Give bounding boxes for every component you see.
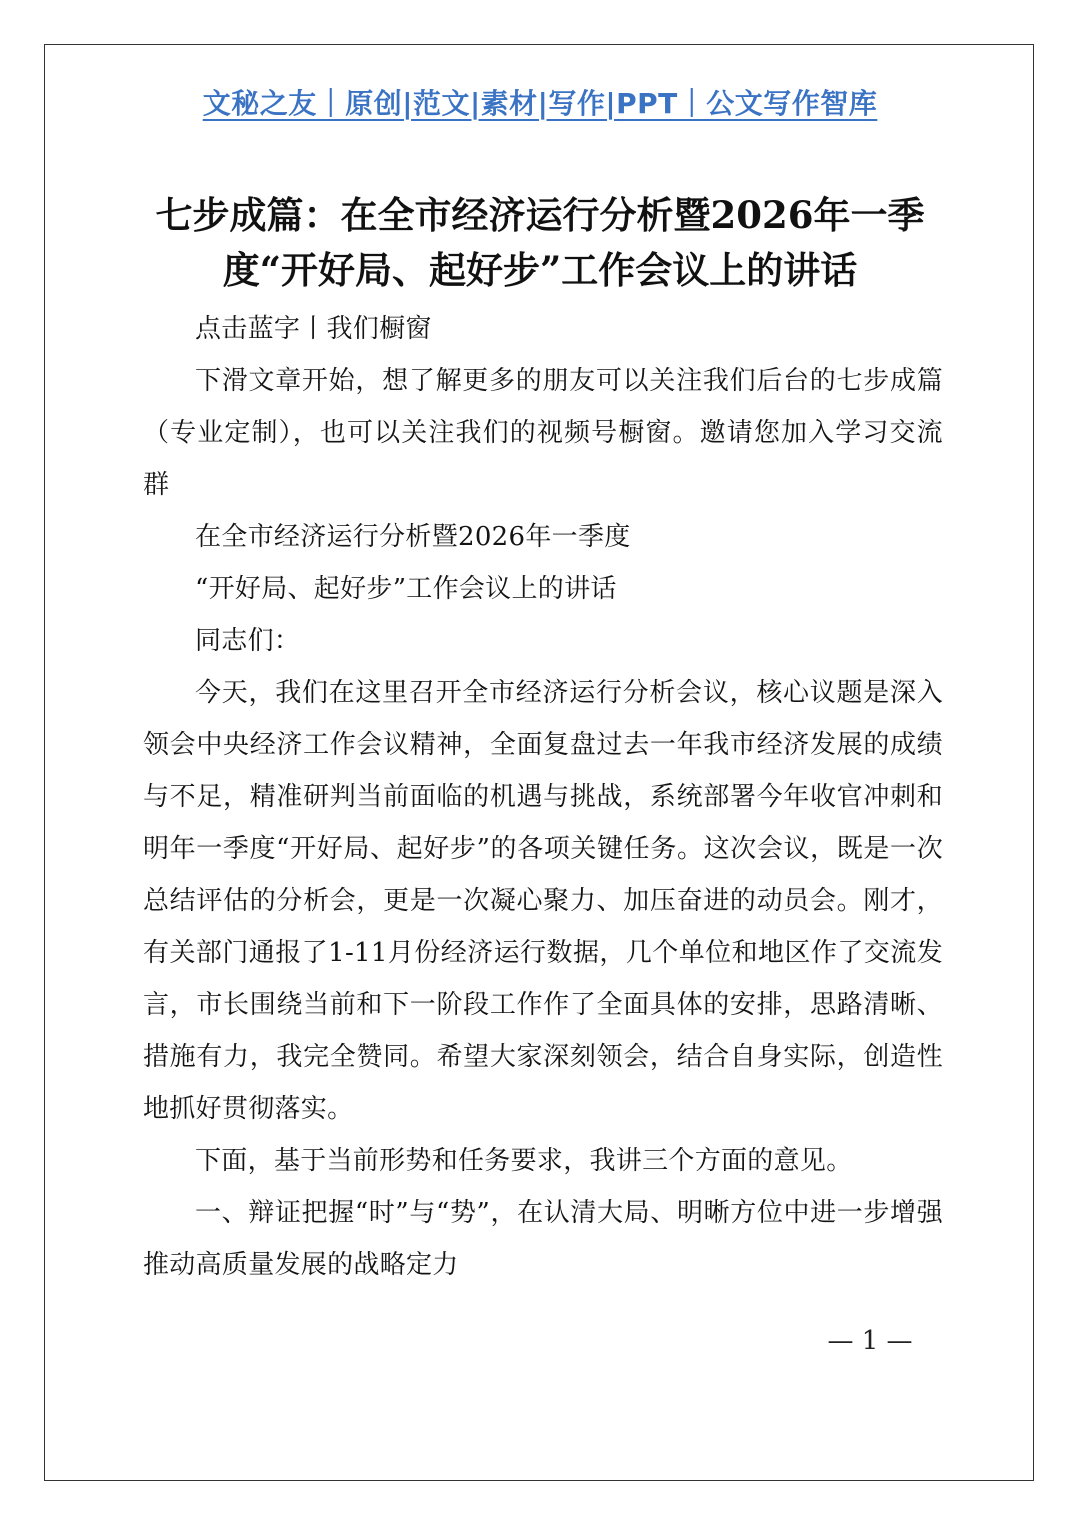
paragraph: 同志们： xyxy=(195,626,301,656)
document-title: 七步成篇：在全市经济运行分析暨2026年一季度“开好局、起好步”工作会议上的讲话 xyxy=(155,193,925,292)
paragraph: 在全市经济运行分析暨2026年一季度 xyxy=(195,522,631,552)
paragraph: 下面，基于当前形势和任务要求，我讲三个方面的意见。 xyxy=(195,1146,853,1176)
paragraph: 下滑文章开始，想了解更多的朋友可以关注我们后台的七步成篇（专业定制），也可以关注我们的视频号橱窗。邀请您加入学习交流群 xyxy=(143,366,943,500)
paragraph: 今天，我们在这里召开全市经济运行分析会议，核心议题是深入领会中央经济工作会议精神，全面复盘过去一年我市经济发展的成绩与不足，精准研判当前面临的机遇与挑战，系统部署今年收官冲刺和明年一季度“开好局、起好步”的各项关键任务。这次会议，既是一次总结评估的分析会，更是一次凝心聚力、加压奋进的动员会。刚才，有关部门通报了1-11月份经济运行数据，几个单位和地区作了交流发言，市长围绕当前和下一阶段工作作了全面具体的安排，思路清晰、措施有力，我完全赞同。希望大家深刻领会，结合自身实际，创造性地抓好贯彻落实。 xyxy=(143,678,943,1124)
document-body xyxy=(143,303,943,1291)
paragraph: 点击蓝字丨我们橱窗 xyxy=(195,314,432,344)
paragraph: “开好局、起好步”工作会议上的讲话 xyxy=(195,574,617,604)
header-link[interactable]: 文秘之友｜原创|范文|素材|写作|PPT｜公文写作智库 xyxy=(202,87,878,120)
paragraph: 一、辩证把握“时”与“势”，在认清大局、明晰方位中进一步增强推动高质量发展的战略定力 xyxy=(143,1198,943,1280)
page-number: — 1 — xyxy=(827,1326,913,1356)
